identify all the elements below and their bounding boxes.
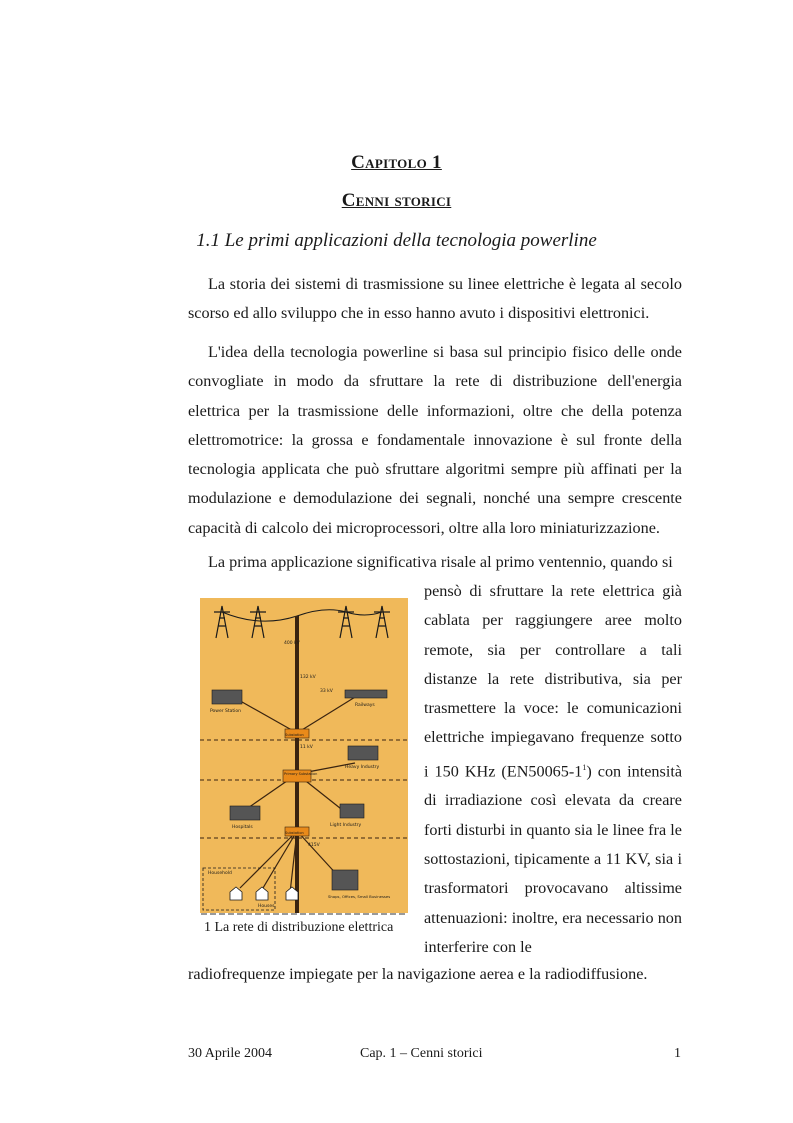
- paragraph-1: [188, 270, 682, 329]
- label-heavy-industry: Heavy Industry: [345, 765, 380, 770]
- paragraph-2-text: L'idea della tecnologia powerline si basa sul principio fisico delle onde convogliate in modo da sfruttare la rete di distribuzione dell'energia elettrica per la trasmissione delle informazioni, oltre che della potenza elettromotrice: la grossa e fondamentale innovazione è sul fronte della tecnologia applicata che può sfruttare algoritmi sempre più affinati per la modulazione e demodulazione dei segnali, nonché una sempre crescente capacità di calcolo dei microprocessori, oltre alla loro miniaturizzazione.: [188, 343, 682, 537]
- figure-caption: 1 La rete di distribuzione elettrica: [204, 920, 394, 935]
- building-icons: [212, 690, 387, 890]
- label-11kv: 11 kV: [300, 745, 313, 750]
- chapter-label: Capitolo 1: [351, 152, 442, 173]
- label-primary-substation: Primary Substation: [284, 772, 318, 776]
- footer-chapter: Cap. 1 – Cenni storici: [360, 1046, 483, 1061]
- transmission-line: [222, 610, 382, 621]
- power-station-icon: [212, 690, 242, 704]
- shops-icon: [332, 870, 358, 890]
- label-415v: 415V: [308, 843, 320, 848]
- pylon-icon: [214, 606, 230, 638]
- paragraph-3-start-text: La prima applicazione significativa risale al primo ventennio, quando si: [208, 553, 673, 571]
- light-industry-icon: [340, 804, 364, 818]
- heavy-industry-icon: [348, 746, 378, 760]
- paragraph-3-wrapped-text: [424, 577, 682, 962]
- pylon-icon: [250, 606, 266, 638]
- diagram-labels: [208, 640, 390, 909]
- section-title: 1.1 Le primi applicazioni della tecnologia powerline: [196, 230, 597, 251]
- distribution-diagram: [200, 598, 408, 913]
- label-houses: Houses: [258, 904, 275, 909]
- house-icons: [230, 887, 298, 900]
- pylon-icon: [374, 606, 390, 638]
- label-hospitals: Hospitals: [232, 825, 253, 830]
- hospitals-icon: [230, 806, 260, 820]
- label-railways: Railways: [355, 703, 375, 708]
- paragraph-2: [188, 338, 682, 543]
- paragraph-1-text: La storia dei sistemi di trasmissione su linee elettriche è legata al secolo scorso ed allo sviluppo che in esso hanno avuto i dispositivi elettronici.: [188, 275, 682, 323]
- footer-page-number: 1: [674, 1046, 681, 1061]
- pylon-icons: [214, 606, 390, 638]
- label-household: Household: [208, 871, 232, 876]
- label-power-station: Power Station: [210, 709, 242, 714]
- label-400kv: 400 kV: [284, 641, 300, 646]
- paragraph-3-part-a: pensò di sfruttare la rete elettrica già cablata per raggiungere aree molto remote, sia per controllare a tali distanze la rete distributiva, sia per trasmettere la voce: le comunicazioni elettriche impiegavano frequenze sotto i 150 KHz (EN50065-1: [424, 582, 682, 781]
- paragraph-3-end: radiofrequenze impiegate per la navigazione aerea e la radiodiffusione.: [188, 965, 648, 983]
- paragraph-3-start: [188, 548, 682, 577]
- paragraph-3-part-b: ) con intensità di irradiazione così elevata da creare forti disturbi in quanto sia le linee fra le sottostazioni, tipicamente a 11 KV, sia i trasformatori provocavano altissime attenuazioni: inoltre, era necessario non interferire con le: [424, 762, 683, 956]
- label-substation: Substation: [285, 733, 304, 737]
- label-substation-2: Substation: [285, 831, 304, 835]
- railways-icon: [345, 690, 387, 698]
- caption-faint-line: [201, 913, 406, 915]
- label-light-industry: Light Industry: [330, 823, 362, 828]
- chapter-title: Cenni storici: [341, 190, 452, 211]
- footnote-ref[interactable]: 1: [582, 762, 587, 772]
- house-icon: [256, 887, 268, 900]
- label-132kv: 132 kV: [300, 675, 316, 680]
- paragraph-3-wrapped: [424, 577, 682, 962]
- distribution-network-figure: [200, 598, 408, 913]
- house-icon: [230, 887, 242, 900]
- footer-date: 30 Aprile 2004: [188, 1046, 272, 1061]
- label-shops: Shops, Offices, Small Businesses: [328, 894, 391, 899]
- label-33kv: 33 kV: [320, 689, 333, 694]
